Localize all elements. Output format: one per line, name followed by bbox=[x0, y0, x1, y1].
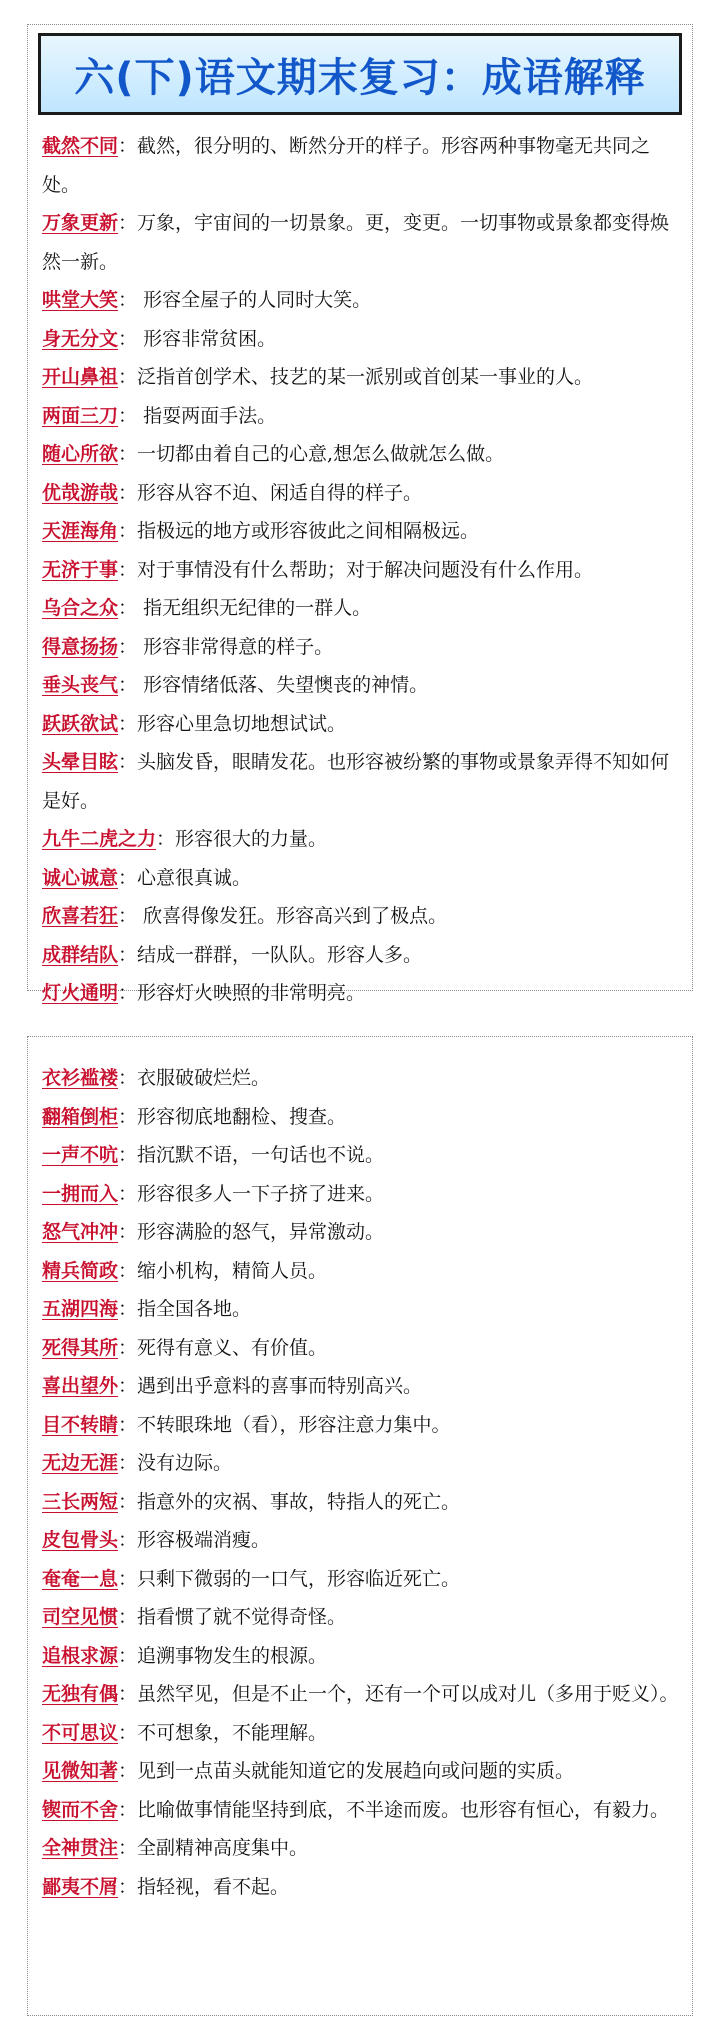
idiom-definition: 指意外的灾祸、事故，特指人的死亡。 bbox=[137, 1490, 461, 1513]
idiom-entry bbox=[42, 127, 680, 204]
idiom-entry bbox=[42, 1444, 680, 1483]
idiom-term: 垂头丧气 bbox=[42, 674, 119, 696]
colon-separator: ： bbox=[118, 1644, 138, 1667]
idiom-definition: 缩小机构，精简人员。 bbox=[137, 1259, 328, 1282]
colon-separator: ： bbox=[118, 327, 138, 350]
idiom-definition: 没有边际。 bbox=[137, 1452, 233, 1474]
colon-separator: ： bbox=[118, 1298, 138, 1320]
colon-separator: ： bbox=[118, 866, 138, 889]
idiom-term: 无独有偶 bbox=[42, 1683, 119, 1705]
colon-separator: ： bbox=[118, 712, 138, 735]
colon-separator: ： bbox=[118, 905, 138, 927]
idiom-definition: 形容满脸的怒气，异常激动。 bbox=[137, 1221, 385, 1243]
idiom-definition: 形容很多人一下子挤了进来。 bbox=[137, 1182, 385, 1205]
idiom-definition: 万象，宇宙间的一切景象。更，变更。一切事物或景象都变得焕然一新。 bbox=[42, 212, 670, 273]
idiom-term: 鄙夷不屑 bbox=[42, 1875, 119, 1898]
idiom-entry bbox=[42, 705, 680, 744]
idiom-entry bbox=[42, 1752, 680, 1791]
idiom-term: 天涯海角 bbox=[42, 520, 119, 542]
colon-separator: ： bbox=[118, 1413, 138, 1436]
idiom-term: 优哉游哉 bbox=[42, 481, 119, 504]
idiom-entry bbox=[42, 397, 680, 436]
idiom-entry bbox=[42, 1483, 680, 1522]
colon-separator: ： bbox=[118, 982, 138, 1004]
idiom-definition: 只剩下微弱的一口气，形容临近死亡。 bbox=[137, 1567, 461, 1590]
idiom-definition: 遇到出乎意料的喜事而特别高兴。 bbox=[137, 1375, 423, 1397]
idiom-term: 哄堂大笑 bbox=[42, 289, 119, 311]
idiom-definition: 形容极端消瘦。 bbox=[137, 1529, 271, 1551]
idiom-definition: 泛指首创学术、技艺的某一派别或首创某一事业的人。 bbox=[137, 366, 594, 388]
idiom-entry bbox=[42, 1637, 680, 1676]
title-banner bbox=[38, 33, 682, 115]
colon-separator: ： bbox=[118, 1375, 138, 1397]
idiom-entry bbox=[42, 1059, 680, 1098]
idiom-entry bbox=[42, 474, 680, 513]
idiom-entry bbox=[42, 820, 680, 859]
colon-separator: ： bbox=[118, 1760, 138, 1782]
idiom-definition: 一切都由着自己的心意,想怎么做就怎么做。 bbox=[137, 443, 505, 465]
idiom-entry bbox=[42, 1560, 680, 1599]
colon-separator: ： bbox=[118, 635, 138, 658]
idiom-term: 头晕目眩 bbox=[42, 751, 119, 773]
idiom-term: 截然不同 bbox=[42, 135, 119, 157]
colon-separator: ： bbox=[118, 1875, 138, 1898]
idiom-definition: 虽然罕见，但是不止一个，还有一个可以成对儿（多用于贬义）。 bbox=[137, 1683, 679, 1705]
colon-separator: ： bbox=[118, 1721, 138, 1744]
idiom-term: 五湖四海 bbox=[42, 1298, 119, 1320]
idiom-term: 开山鼻祖 bbox=[42, 366, 119, 388]
idiom-term: 两面三刀 bbox=[42, 404, 119, 427]
idiom-entry bbox=[42, 974, 680, 1013]
idiom-entry bbox=[42, 1213, 680, 1252]
idiom-term: 喜出望外 bbox=[42, 1375, 119, 1397]
idiom-list-1 bbox=[28, 127, 692, 1013]
idiom-card-2 bbox=[27, 1036, 693, 2016]
idiom-definition: 心意很真诚。 bbox=[137, 866, 252, 889]
colon-separator: ： bbox=[118, 1067, 138, 1089]
idiom-entry bbox=[42, 1868, 680, 1907]
colon-separator: ： bbox=[118, 1336, 138, 1359]
idiom-definition: 截然，很分明的、断然分开的样子。形容两种事物毫无共同之处。 bbox=[42, 135, 651, 196]
idiom-definition: 指全国各地。 bbox=[137, 1298, 252, 1320]
idiom-entry bbox=[42, 1675, 680, 1714]
idiom-term: 精兵简政 bbox=[42, 1259, 119, 1282]
idiom-term: 成群结队 bbox=[42, 943, 119, 966]
idiom-definition: 头脑发昏，眼睛发花。也形容被纷繁的事物或景象弄得不知如何是好。 bbox=[42, 751, 670, 812]
colon-separator: ： bbox=[118, 1144, 138, 1166]
idiom-definition: 形容全屋子的人同时大笑。 bbox=[137, 289, 372, 311]
colon-separator: ： bbox=[118, 212, 138, 234]
idiom-definition: 形容非常得意的样子。 bbox=[137, 635, 334, 658]
idiom-term: 身无分文 bbox=[42, 327, 119, 350]
idiom-entry bbox=[42, 1598, 680, 1637]
colon-separator: ： bbox=[118, 481, 138, 504]
idiom-term: 衣衫褴褛 bbox=[42, 1067, 119, 1089]
idiom-term: 乌合之众 bbox=[42, 597, 119, 619]
colon-separator: ： bbox=[118, 1182, 138, 1205]
idiom-definition: 对于事情没有什么帮助；对于解决问题没有什么作用。 bbox=[137, 558, 594, 581]
colon-separator: ： bbox=[118, 1490, 138, 1513]
idiom-entry bbox=[42, 628, 680, 667]
idiom-entry bbox=[42, 1791, 680, 1830]
idiom-definition: 死得有意义、有价值。 bbox=[137, 1336, 328, 1359]
colon-separator: ： bbox=[118, 289, 138, 311]
idiom-term: 一拥而入 bbox=[42, 1182, 119, 1205]
idiom-definition: 比喻做事情能坚持到底，不半途而废。也形容有恒心，有毅力。 bbox=[137, 1798, 670, 1821]
idiom-entry bbox=[42, 281, 680, 320]
idiom-definition: 指极远的地方或形容彼此之间相隔极远。 bbox=[137, 520, 480, 542]
idiom-definition: 衣服破破烂烂。 bbox=[137, 1067, 271, 1089]
idiom-entry bbox=[42, 1175, 680, 1214]
idiom-term: 追根求源 bbox=[42, 1644, 119, 1667]
idiom-definition: 全副精神高度集中。 bbox=[137, 1837, 309, 1859]
idiom-term: 全神贯注 bbox=[42, 1837, 119, 1859]
idiom-entry bbox=[42, 936, 680, 975]
idiom-term: 随心所欲 bbox=[42, 443, 119, 465]
idiom-term: 翻箱倒柜 bbox=[42, 1105, 119, 1128]
idiom-definition: 指无组织无纪律的一群人。 bbox=[137, 597, 372, 619]
idiom-term: 见微知著 bbox=[42, 1760, 119, 1782]
idiom-term: 得意扬扬 bbox=[42, 635, 119, 658]
idiom-entry bbox=[42, 743, 680, 820]
idiom-term: 万象更新 bbox=[42, 212, 119, 234]
idiom-entry bbox=[42, 320, 680, 359]
colon-separator: ： bbox=[156, 828, 176, 850]
idiom-entry bbox=[42, 1136, 680, 1175]
colon-separator: ： bbox=[118, 404, 138, 427]
idiom-entry bbox=[42, 1829, 680, 1868]
idiom-term: 无边无涯 bbox=[42, 1452, 119, 1474]
idiom-entry bbox=[42, 551, 680, 590]
idiom-definition: 形容非常贫困。 bbox=[137, 327, 277, 350]
colon-separator: ： bbox=[118, 597, 138, 619]
idiom-definition: 指轻视，看不起。 bbox=[137, 1875, 290, 1898]
idiom-entry bbox=[42, 1521, 680, 1560]
idiom-definition: 形容很大的力量。 bbox=[175, 828, 328, 850]
idiom-term: 诚心诚意 bbox=[42, 866, 119, 889]
idiom-entry bbox=[42, 1329, 680, 1368]
idiom-term: 跃跃欲试 bbox=[42, 712, 119, 735]
idiom-entry bbox=[42, 1406, 680, 1445]
idiom-term: 三长两短 bbox=[42, 1490, 119, 1513]
idiom-entry bbox=[42, 1098, 680, 1137]
colon-separator: ： bbox=[118, 1452, 138, 1474]
idiom-entry bbox=[42, 204, 680, 281]
idiom-term: 死得其所 bbox=[42, 1336, 119, 1359]
colon-separator: ： bbox=[118, 1606, 138, 1628]
colon-separator: ： bbox=[118, 1683, 138, 1705]
idiom-definition: 欣喜得像发狂。形容高兴到了极点。 bbox=[137, 905, 448, 927]
idiom-entry bbox=[42, 358, 680, 397]
idiom-definition: 结成一群群，一队队。形容人多。 bbox=[137, 943, 423, 966]
idiom-term: 无济于事 bbox=[42, 558, 119, 581]
colon-separator: ： bbox=[118, 674, 138, 696]
idiom-term: 欣喜若狂 bbox=[42, 905, 119, 927]
idiom-definition: 不可想象，不能理解。 bbox=[137, 1721, 328, 1744]
colon-separator: ： bbox=[118, 751, 138, 773]
idiom-definition: 形容灯火映照的非常明亮。 bbox=[137, 982, 366, 1004]
colon-separator: ： bbox=[118, 1798, 138, 1821]
idiom-term: 怒气冲冲 bbox=[42, 1221, 119, 1243]
colon-separator: ： bbox=[118, 520, 138, 542]
idiom-definition: 见到一点苗头就能知道它的发展趋向或问题的实质。 bbox=[137, 1760, 575, 1782]
idiom-term: 皮包骨头 bbox=[42, 1529, 119, 1551]
idiom-definition: 指看惯了就不觉得奇怪。 bbox=[137, 1606, 347, 1628]
idiom-term: 不可思议 bbox=[42, 1721, 119, 1744]
colon-separator: ： bbox=[118, 1259, 138, 1282]
idiom-definition: 形容彻底地翻检、搜查。 bbox=[137, 1105, 347, 1128]
idiom-entry bbox=[42, 1290, 680, 1329]
idiom-definition: 形容情绪低落、失望懊丧的神情。 bbox=[137, 674, 429, 696]
idiom-term: 司空见惯 bbox=[42, 1606, 119, 1628]
idiom-definition: 形容从容不迫、闲适自得的样子。 bbox=[137, 481, 423, 504]
colon-separator: ： bbox=[118, 1529, 138, 1551]
colon-separator: ： bbox=[118, 1105, 138, 1128]
idiom-definition: 指沉默不语，一句话也不说。 bbox=[137, 1144, 385, 1166]
idiom-entry bbox=[42, 897, 680, 936]
idiom-definition: 指耍两面手法。 bbox=[137, 404, 277, 427]
colon-separator: ： bbox=[118, 135, 138, 157]
idiom-list-2 bbox=[28, 1037, 692, 1906]
idiom-term: 锲而不舍 bbox=[42, 1798, 119, 1821]
colon-separator: ： bbox=[118, 443, 138, 465]
idiom-definition: 不转眼珠地（看），形容注意力集中。 bbox=[137, 1413, 451, 1436]
idiom-term: 目不转睛 bbox=[42, 1413, 119, 1436]
page-title: 六(下)语文期末复习：成语解释 bbox=[74, 54, 646, 101]
idiom-term: 灯火通明 bbox=[42, 982, 119, 1004]
idiom-entry bbox=[42, 435, 680, 474]
colon-separator: ： bbox=[118, 1837, 138, 1859]
idiom-term: 奄奄一息 bbox=[42, 1567, 119, 1590]
idiom-definition: 追溯事物发生的根源。 bbox=[137, 1644, 328, 1667]
idiom-entry bbox=[42, 1252, 680, 1291]
idiom-entry bbox=[42, 589, 680, 628]
colon-separator: ： bbox=[118, 366, 138, 388]
colon-separator: ： bbox=[118, 943, 138, 966]
idiom-entry bbox=[42, 512, 680, 551]
idiom-entry bbox=[42, 666, 680, 705]
idiom-card-1 bbox=[27, 24, 693, 1004]
idiom-term: 九牛二虎之力 bbox=[42, 828, 157, 850]
colon-separator: ： bbox=[118, 558, 138, 581]
idiom-entry bbox=[42, 1714, 680, 1753]
colon-separator: ： bbox=[118, 1567, 138, 1590]
idiom-entry bbox=[42, 1367, 680, 1406]
idiom-entry bbox=[42, 859, 680, 898]
idiom-term: 一声不吭 bbox=[42, 1144, 119, 1166]
colon-separator: ： bbox=[118, 1221, 138, 1243]
idiom-definition: 形容心里急切地想试试。 bbox=[137, 712, 347, 735]
